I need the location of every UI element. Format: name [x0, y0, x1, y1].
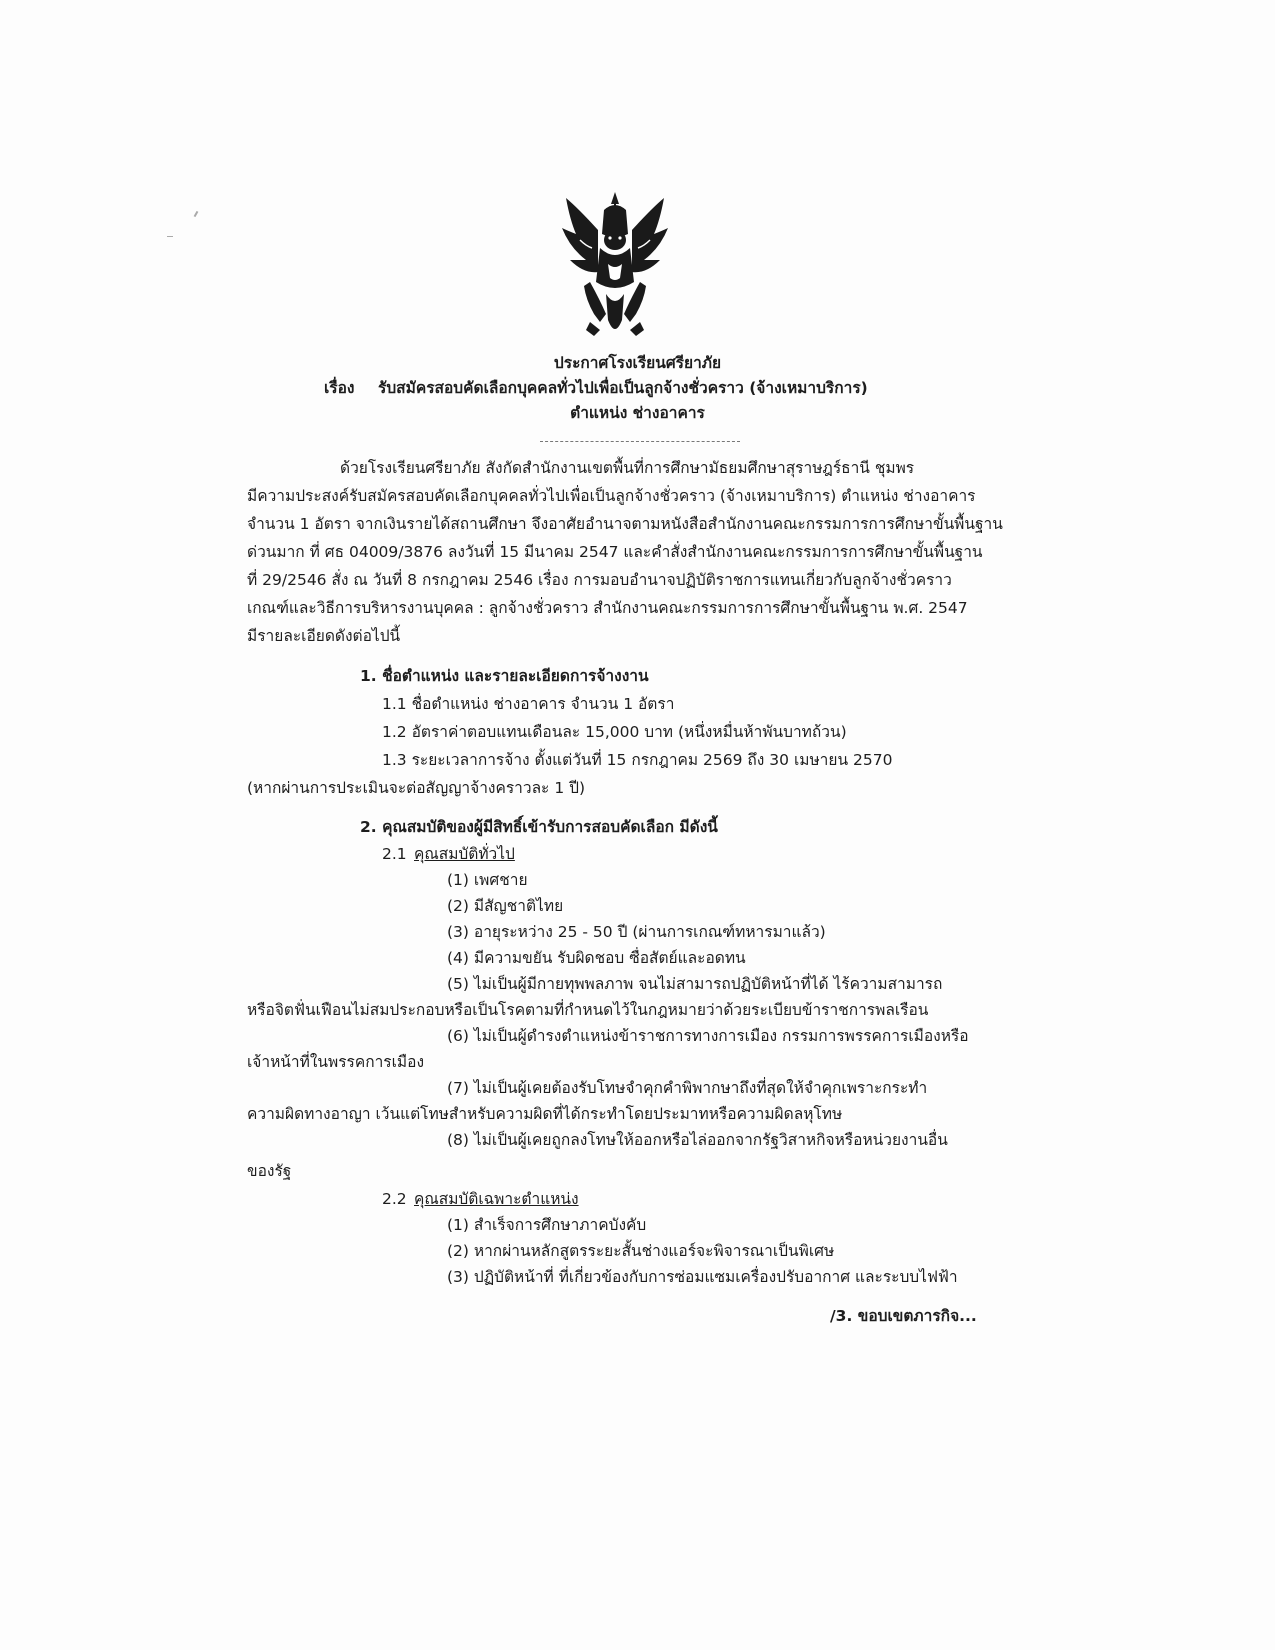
subject-label: เรื่อง [324, 379, 355, 397]
announcement-org-title: ประกาศโรงเรียนศรียาภัย [553, 354, 722, 372]
specific-item: (3) ปฏิบัติหน้าที่ ที่เกี่ยวข้องกับการซ่อมแซมเครื่องปรับอากาศ และระบบไฟฟ้า [447, 1268, 958, 1286]
section1-item: 1.1 ชื่อตำแหน่ง ช่างอาคาร จำนวน 1 อัตรา [382, 695, 675, 713]
general-qualifications-heading: คุณสมบัติทั่วไป [414, 845, 515, 863]
scan-mark [194, 211, 199, 217]
qualification-item: (8) ไม่เป็นผู้เคยถูกลงโทษให้ออกหรือไล่ออกจากรัฐวิสาหกิจหรือหน่วยงานอื่น [447, 1131, 948, 1149]
subject-title: รับสมัครสอบคัดเลือกบุคคลทั่วไปเพื่อเป็นลูกจ้างชั่วคราว (จ้างเหมาบริการ) [378, 379, 868, 397]
specific-item: (2) หากผ่านหลักสูตรระยะสั้นช่างแอร์จะพิจารณาเป็นพิเศษ [447, 1242, 835, 1260]
qualification-item: (6) ไม่เป็นผู้ดำรงตำแหน่งข้าราชการทางการเมือง กรรมการพรรคการเมืองหรือ [447, 1027, 969, 1045]
qualification-item-cont: หรือจิตฟั่นเฟือนไม่สมประกอบหรือเป็นโรคตามที่กำหนดไว้ในกฎหมายว่าด้วยระเบียบข้าราชการพลเรือน [247, 1001, 929, 1019]
section1-item: 1.3 ระยะเวลาการจ้าง ตั้งแต่วันที่ 15 กรกฎาคม 2569 ถึง 30 เมษายน 2570 [382, 751, 893, 769]
continued-marker: /3. ขอบเขตภารกิจ... [830, 1307, 977, 1325]
intro-line: มีรายละเอียดดังต่อไปนี้ [247, 627, 401, 645]
qualification-item-cont: ของรัฐ [247, 1162, 292, 1180]
specific-qualifications-heading: คุณสมบัติเฉพาะตำแหน่ง [414, 1190, 579, 1208]
qualification-item: (3) อายุระหว่าง 25 - 50 ปี (ผ่านการเกณฑ์ทหารมาแล้ว) [447, 923, 826, 941]
intro-line: ด้วยโรงเรียนศรียาภัย สังกัดสำนักงานเขตพื้นที่การศึกษามัธยมศึกษาสุราษฎร์ธานี ชุมพร [340, 459, 915, 477]
intro-line: ที่ 29/2546 สั่ง ณ วันที่ 8 กรกฎาคม 2546 เรื่อง การมอบอำนาจปฏิบัติราชการแทนเกี่ยวกับลูกจ้างชั่วคราว [247, 571, 952, 589]
subsection-number: 2.2 [382, 1190, 407, 1208]
section1-note: (หากผ่านการประเมินจะต่อสัญญาจ้างคราวละ 1 ปี) [247, 779, 585, 797]
subsection-number: 2.1 [382, 845, 407, 863]
qualification-item-cont: เจ้าหน้าที่ในพรรคการเมือง [247, 1053, 425, 1071]
section1-heading: 1. ชื่อตำแหน่ง และรายละเอียดการจ้างงาน [360, 667, 649, 685]
section1-item: 1.2 อัตราค่าตอบแทนเดือนละ 15,000 บาท (หนึ่งหมื่นห้าพันบาทถ้วน) [382, 723, 847, 741]
qualification-item: (4) มีความขยัน รับผิดชอบ ซื่อสัตย์และอดทน [447, 949, 746, 967]
intro-line: จำนวน 1 อัตรา จากเงินรายได้สถานศึกษา จึงอาศัยอำนาจตามหนังสือสำนักงานคณะกรรมการการศึกษาขั้นพื้นฐาน [247, 515, 1003, 533]
garuda-emblem-icon [560, 190, 670, 340]
dashed-divider [540, 441, 740, 442]
qualification-item: (2) มีสัญชาติไทย [447, 897, 564, 915]
intro-line: มีความประสงค์รับสมัครสอบคัดเลือกบุคคลทั่วไปเพื่อเป็นลูกจ้างชั่วคราว (จ้างเหมาบริการ) ตำแหน่ง ช่างอาคาร [247, 487, 976, 505]
intro-line: เกณฑ์และวิธีการบริหารงานบุคคล : ลูกจ้างชั่วคราว สำนักงานคณะกรรมการการศึกษาขั้นพื้นฐาน พ.ศ. 2547 [247, 599, 968, 617]
qualification-item: (7) ไม่เป็นผู้เคยต้องรับโทษจำคุกคำพิพากษาถึงที่สุดให้จำคุกเพราะกระทำ [447, 1079, 928, 1097]
specific-item: (1) สำเร็จการศึกษาภาคบังคับ [447, 1216, 647, 1234]
qualification-item-cont: ความผิดทางอาญา เว้นแต่โทษสำหรับความผิดที่ได้กระทำโดยประมาทหรือความผิดลหุโทษ [247, 1105, 843, 1123]
qualification-item: (1) เพศชาย [447, 871, 528, 889]
intro-line: ด่วนมาก ที่ ศธ 04009/3876 ลงวันที่ 15 มีนาคม 2547 และคำสั่งสำนักงานคณะกรรมการการศึกษาขั้นพื้นฐาน [247, 543, 983, 561]
section2-heading: 2. คุณสมบัติของผู้มีสิทธิ์เข้ารับการสอบคัดเลือก มีดังนี้ [360, 818, 718, 836]
scan-mark [167, 236, 173, 237]
position-title: ตำแหน่ง ช่างอาคาร [570, 404, 705, 422]
qualification-item: (5) ไม่เป็นผู้มีกายทุพพลภาพ จนไม่สามารถปฏิบัติหน้าที่ได้ ไร้ความสามารถ [447, 975, 943, 993]
